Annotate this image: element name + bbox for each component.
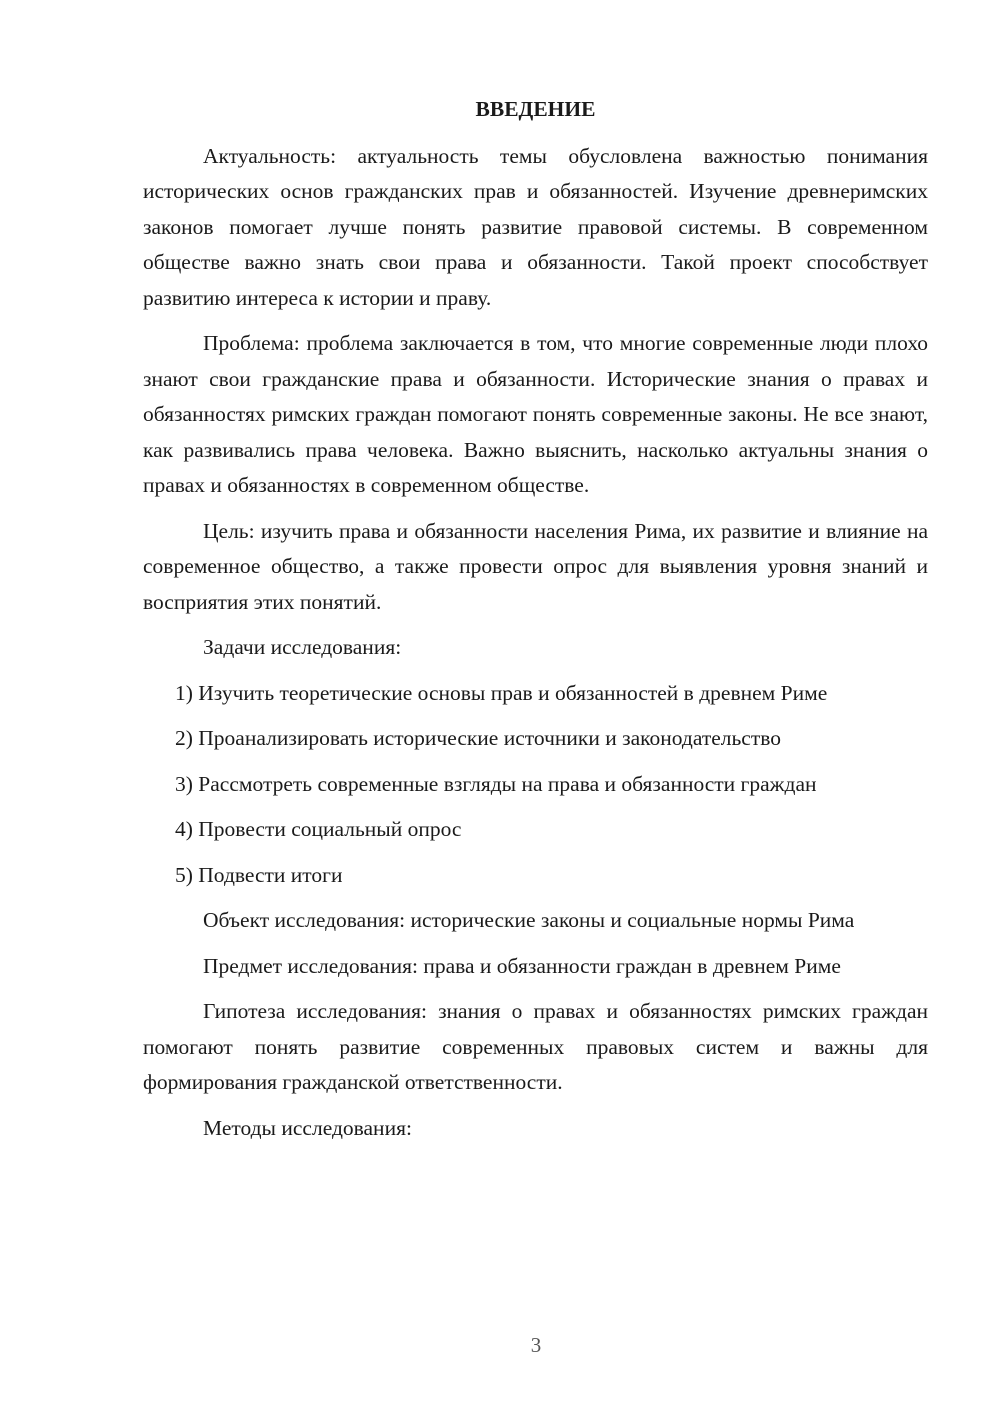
task-item: 2) Проанализировать исторические источники и законодательство xyxy=(175,726,781,750)
task-item: 1) Изучить теоретические основы прав и обязанностей в древнем Риме xyxy=(175,680,828,705)
paragraph-subject: Предмет исследования: права и обязанности граждан в древнем Риме xyxy=(203,953,841,978)
paragraph-problem: Проблема: проблема заключается в том, что многие современные люди плохо знают свои гражданские права и обязанности. Исторические знания о правах и обязанностях римских граждан помогают понять современные законы. Не все знают, как развивались права человека. Важно выяснить, насколько актуальны знания о правах и обязанностях в современном обществе. xyxy=(143,331,928,497)
section-heading: ВВЕДЕНИЕ xyxy=(475,97,596,121)
task-list xyxy=(143,676,928,894)
task-item: 5) Подвести итоги xyxy=(175,862,343,887)
task-item: 4) Провести социальный опрос xyxy=(175,817,462,841)
paragraph-goal: Цель: изучить права и обязанности населения Рима, их развитие и влияние на современное общество, а также провести опрос для выявления уровня знаний и восприятия этих понятий. xyxy=(143,518,928,614)
tasks-label: Задачи исследования: xyxy=(203,635,402,659)
document-page xyxy=(143,92,928,1156)
paragraph-hypothesis: Гипотеза исследования: знания о правах и обязанностях римских граждан помогают понять развитие современных правовых систем и важны для формирования гражданской ответственности. xyxy=(143,999,928,1094)
page-number: 3 xyxy=(530,1333,542,1357)
paragraph-relevance: Актуальность: актуальность темы обусловлена важностью понимания исторических основ гражданских прав и обязанностей. Изучение древнеримских законов помогает лучше понять развитие правовой системы. В современном обществе важно знать свои права и обязанности. Такой проект способствует развитию интереса к истории и праву. xyxy=(143,143,928,310)
task-item: 3) Рассмотреть современные взгляды на права и обязанности граждан xyxy=(175,771,817,796)
methods-label: Методы исследования: xyxy=(203,1115,412,1140)
paragraph-object: Объект исследования: исторические законы и социальные нормы Рима xyxy=(203,908,855,932)
